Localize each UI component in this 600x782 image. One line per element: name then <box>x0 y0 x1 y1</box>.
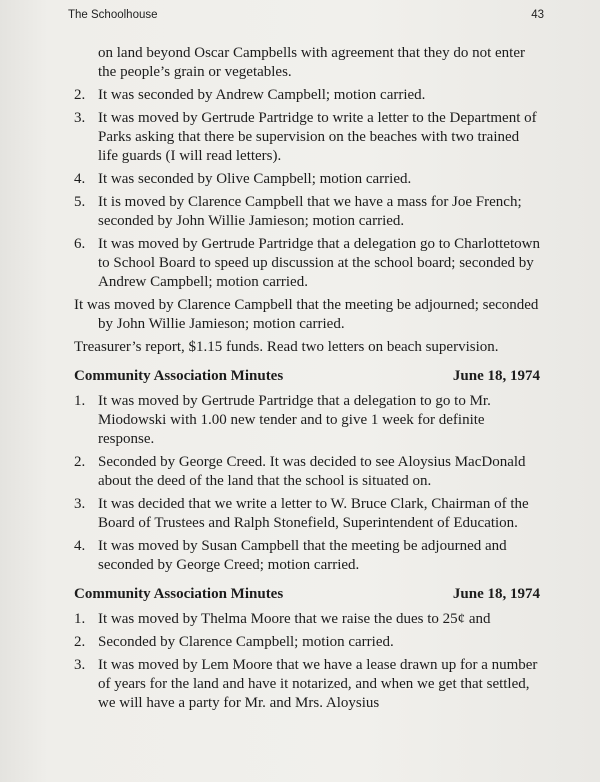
minutes-list-1 <box>74 86 540 292</box>
page-content <box>74 44 540 717</box>
item-number: 4. <box>74 171 86 187</box>
item-number: 2. <box>74 454 86 470</box>
list-item <box>74 235 540 292</box>
minutes-list-2 <box>74 392 540 575</box>
list-item <box>74 610 540 629</box>
section-title: Community Association Minutes <box>74 586 284 602</box>
list-item <box>74 392 540 449</box>
item-text: It was moved by Gertrude Partridge that a delegation go to Charlottetown to School Board to speed up discussion at the school board; seconded by Andrew Campbell; motion carried. <box>98 236 540 290</box>
item-number: 2. <box>74 87 86 103</box>
item-text: It was moved by Thelma Moore that we raise the dues to 25¢ and <box>98 611 491 627</box>
minutes-list-3 <box>74 610 540 713</box>
item-number: 6. <box>74 236 86 252</box>
list-item <box>74 495 540 533</box>
item-number: 1. <box>74 393 86 409</box>
item-number: 5. <box>74 194 86 210</box>
list-item <box>74 633 540 652</box>
section-heading <box>74 367 540 386</box>
item-text: Seconded by George Creed. It was decided to see Aloysius MacDonald about the deed of the land that the school is situated on. <box>98 454 526 489</box>
item-number: 3. <box>74 110 86 126</box>
list-item <box>74 109 540 166</box>
list-item <box>74 170 540 189</box>
item-number: 3. <box>74 496 86 512</box>
section-title: Community Association Minutes <box>74 368 284 384</box>
list-item <box>74 537 540 575</box>
item-text: Seconded by Clarence Campbell; motion carried. <box>98 634 394 650</box>
item-number: 1. <box>74 611 86 627</box>
item-number: 4. <box>74 538 86 554</box>
item-number: 3. <box>74 657 86 673</box>
list-item <box>74 193 540 231</box>
item-text: It was seconded by Andrew Campbell; motion carried. <box>98 87 426 103</box>
item-number: 2. <box>74 634 86 650</box>
page-number: 43 <box>531 9 544 21</box>
item-text: It is moved by Clarence Campbell that we have a mass for Joe French; seconded by John Willie Jamieson; motion carried. <box>98 194 522 229</box>
section-heading <box>74 585 540 604</box>
adjournment-paragraph: It was moved by Clarence Campbell that the meeting be adjourned; seconded by John Willie Jamieson; motion carried. <box>74 297 539 332</box>
list-item <box>74 86 540 105</box>
item-text: It was decided that we write a letter to W. Bruce Clark, Chairman of the Board of Trustees and Ralph Stonefield, Superintendent of Education. <box>98 496 529 531</box>
list-item <box>74 656 540 713</box>
running-title: The Schoolhouse <box>68 9 158 21</box>
item-text: It was moved by Susan Campbell that the meeting be adjourned and seconded by George Creed; motion carried. <box>98 538 507 573</box>
list-item <box>74 453 540 491</box>
item-text: It was moved by Lem Moore that we have a lease drawn up for a number of years for the land and have it notarized, and when we get that settled, we will have a party for Mr. and Mrs. Aloysius <box>98 657 538 711</box>
item-text: It was seconded by Olive Campbell; motion carried. <box>98 171 412 187</box>
item-text: It was moved by Gertrude Partridge to write a letter to the Department of Parks asking that there be supervision on the beaches with two trained life guards (I will read letters). <box>98 110 537 164</box>
running-header <box>68 9 544 21</box>
item-text: It was moved by Gertrude Partridge that a delegation to go to Mr. Miodowski with 1.00 new tender and to give 1 week for definite response. <box>98 393 491 447</box>
treasurer-report: Treasurer’s report, $1.15 funds. Read two letters on beach supervision. <box>74 339 499 355</box>
continued-paragraph: on land beyond Oscar Campbells with agreement that they do not enter the people’s grain or vegetables. <box>98 45 525 80</box>
section-date: June 18, 1974 <box>452 586 540 602</box>
section-date: June 18, 1974 <box>452 368 540 384</box>
